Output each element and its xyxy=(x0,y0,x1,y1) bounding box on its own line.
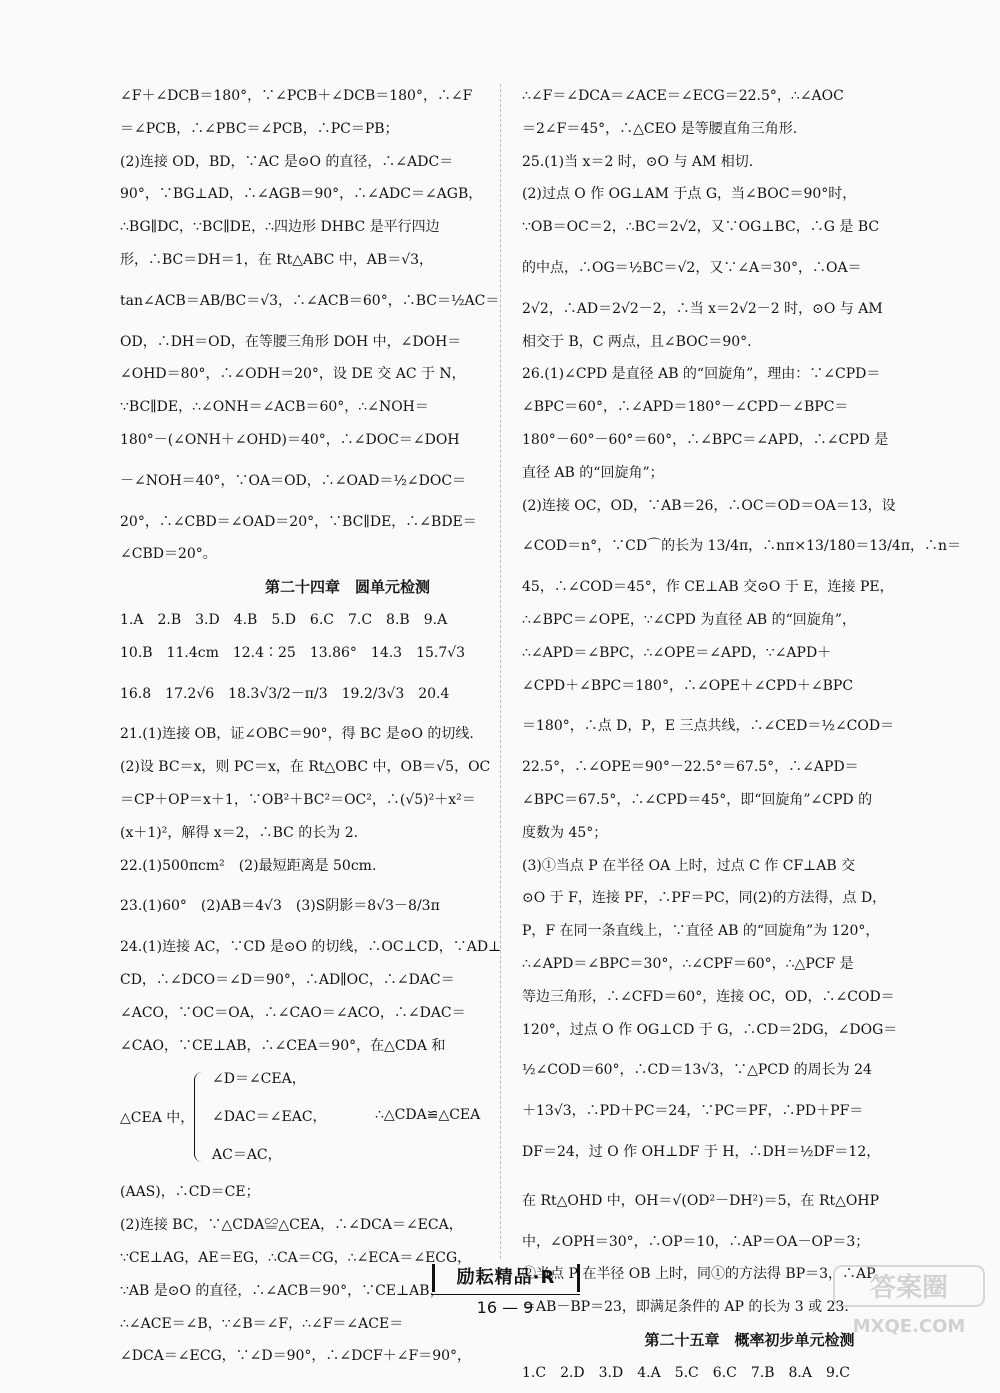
page-number: 16 — 9 xyxy=(476,1298,534,1317)
congruence-brace-block xyxy=(120,1066,575,1172)
text-line: 22.(1)500πcm² (2)最短距离是 50cm. xyxy=(120,857,377,874)
text-line: ∴BG∥DC，∵BC∥DE，∴四边形 DHBC 是平行四边 xyxy=(120,219,440,236)
text-line: (3)①当点 P 在半径 OA 上时，过点 C 作 CF⊥AB 交 xyxy=(522,857,856,874)
text-line: ＝2∠F＝45°，∴△CEO 是等腰直角三角形. xyxy=(522,120,798,137)
text-line: ∠BPC＝67.5°，∴∠CPD＝45°，即“回旋角”∠CPD 的 xyxy=(522,791,873,808)
text-line: ②当点 P 在半径 OB 上时，同①的方法得 BP＝3，∴AP xyxy=(522,1266,876,1283)
text-line: CD，∴∠DCO＝∠D＝90°，∴AD∥OC，∴∠DAC＝ xyxy=(120,971,455,988)
text-line: 120°，过点 O 作 OG⊥CD 于 G，∴CD＝2DG，∠DOG＝ xyxy=(522,1021,898,1038)
text-line: ∵BC∥DE，∴∠ONH＝∠ACB＝60°，∴∠NOH＝ xyxy=(120,399,429,416)
text-line: 25.(1)当 x＝2 时，⊙O 与 AM 相切. xyxy=(522,153,754,170)
text-line: ∵OB＝OC＝2，∴BC＝2√2，又∵OG⊥BC，∴G 是 BC xyxy=(522,219,880,236)
text-line: 在 Rt△OHD 中，OH＝√(OD²－DH²)＝5，在 Rt△OHP xyxy=(522,1192,880,1209)
text-line: (2)连接 BC，∵△CDA≌△CEA，∴∠DCA＝∠ECA， xyxy=(120,1217,463,1234)
watermark-logo xyxy=(830,1262,990,1342)
text-line: ∠CAO，∵CE⊥AB，∴∠CEA＝90°，在△CDA 和 xyxy=(120,1037,446,1054)
text-line: ½∠COD＝60°，∴CD＝13√3，∵△PCD 的周长为 24 xyxy=(522,1062,872,1079)
text-line: OD，∴DH＝OD，在等腰三角形 DOH 中，∠DOH＝ xyxy=(120,333,462,350)
text-line: 90°，∵BG⊥AD，∴∠AGB＝90°，∴∠ADC＝∠AGB， xyxy=(120,186,483,203)
text-line: 1.A 2.B 3.D 4.B 5.D 6.C 7.C 8.B 9.A xyxy=(120,611,448,628)
text-line: ∴∠APD＝∠BPC，∴∠OPE＝∠APD，∵∠APD＋ xyxy=(522,644,832,661)
brace-prefix: △CEA 中， xyxy=(120,1110,195,1127)
text-line: ∴∠APD＝∠BPC＝30°，∴∠CPF＝60°，∴△PCF 是 xyxy=(522,955,854,972)
text-line: ∠COD＝n°，∵CD⌒的长为 13/4π，∴nπ×13/180＝13/4π，∴n＝ xyxy=(522,538,962,555)
text-line: ∴∠F＝∠DCA＝∠ACE＝∠ECG＝22.5°，∴∠AOC xyxy=(522,88,844,104)
text-line: 中，∠OPH＝30°，∴OP＝10，∴AP＝OA－OP＝3； xyxy=(522,1233,870,1250)
text-line: P，F 在同一条直线上，∵直径 AB 的“回旋角”为 120°， xyxy=(522,923,880,940)
text-line: 2√2，∴AD＝2√2－2，∴当 x＝2√2－2 时，⊙O 与 AM xyxy=(522,300,883,317)
watermark-text-top: 答案圈 xyxy=(869,1273,949,1303)
text-line: ＝∠PCB，∴∠PBC＝∠PCB，∴PC＝PB； xyxy=(120,120,399,137)
brace-conclusion: ∴△CDA≌△CEA xyxy=(375,1107,481,1124)
watermark-text-bottom: MXQE.COM xyxy=(852,1316,966,1337)
text-line: ＝CP＋OP＝x＋1，∵OB²＋BC²＝OC²，∴(√5)²＋x²＝ xyxy=(120,791,476,808)
text-line: ∠CBD＝20°。 xyxy=(120,546,217,563)
text-line: 180°－(∠ONH＋∠OHD)＝40°，∴∠DOC＝∠DOH xyxy=(120,431,460,448)
text-line: 直径 AB 的“回旋角”； xyxy=(522,464,664,481)
text-line: 24.(1)连接 AC，∵CD 是⊙O 的切线，∴OC⊥CD，∵AD⊥ xyxy=(120,939,502,956)
text-line: 23.(1)60° (2)AB＝4√3 (3)S阴影＝8√3－8/3π xyxy=(120,898,440,915)
text-line: －∠NOH＝40°，∵OA＝OD，∴∠OAD＝½∠DOC＝ xyxy=(120,472,467,489)
column-divider xyxy=(500,84,501,1259)
text-line: (AAS)，∴CD＝CE； xyxy=(120,1184,260,1201)
text-line: 20°，∴∠CBD＝∠OAD＝20°，∵BC∥DE，∴∠BDE＝ xyxy=(120,513,477,530)
text-line: (2)过点 O 作 OG⊥AM 于点 G，当∠BOC＝90°时， xyxy=(522,186,857,203)
right-column xyxy=(522,84,977,1393)
text-line: tan∠ACB＝AB/BC＝√3，∴∠ACB＝60°，∴BC＝½AC＝ xyxy=(120,292,500,309)
text-line: 16.8 17.2√6 18.3√3/2－π/3 19.2/3√3 20.4 xyxy=(120,685,450,702)
text-line: 等边三角形，∴∠CFD＝60°，连接 OC，OD，∴∠COD＝ xyxy=(522,988,895,1005)
text-line: 的中点，∴OG＝½BC＝√2，又∵∠A＝30°，∴OA＝ xyxy=(522,259,862,276)
text-line: 形，∴BC＝DH＝1，在 Rt△ABC 中，AB＝√3， xyxy=(120,251,434,268)
brand-logo: 励耘精品·R xyxy=(432,1264,580,1292)
text-line: 22.5°，∴∠OPE＝90°－22.5°＝67.5°，∴∠APD＝ xyxy=(522,759,859,776)
text-line: ∴∠BPC＝∠OPE，∵∠CPD 为直径 AB 的“回旋角”， xyxy=(522,611,856,628)
text-line: ∠OHD＝80°，∴∠ODH＝20°，设 DE 交 AC 于 N， xyxy=(120,366,466,383)
text-line: ∠DCA＝∠ECG，∵∠D＝90°，∴∠DCF＋∠F＝90°， xyxy=(120,1348,472,1365)
text-line: (x＋1)²，解得 x＝2，∴BC 的长为 2. xyxy=(120,824,359,841)
text-line: ∵CE⊥AG，AE＝EG，∴CA＝CG，∴∠ECA＝∠ECG， xyxy=(120,1249,472,1266)
text-line: 第二十五章 概率初步单元检测 xyxy=(644,1330,855,1349)
brace-case: ∠DAC＝∠EAC， xyxy=(212,1109,327,1126)
text-line: ∠CPD＋∠BPC＝180°，∴∠OPE＋∠CPD＋∠BPC xyxy=(522,677,854,694)
text-line: ⊙O 于 F，连接 PF，∴PF＝PC，同(2)的方法得，点 D， xyxy=(522,890,887,907)
text-line: 1.C 2.D 3.D 4.A 5.C 6.C 7.B 8.A 9.C xyxy=(522,1364,851,1381)
brace-case: ∠D＝∠CEA， xyxy=(212,1071,306,1088)
text-line: 21.(1)连接 OB，证∠OBC＝90°，得 BC 是⊙O 的切线. xyxy=(120,726,474,743)
left-column xyxy=(120,84,575,1377)
text-line: 10.B 11.4cm 12.4∶25 13.86° 14.3 15.7√3 xyxy=(120,644,466,661)
text-line: 度数为 45°； xyxy=(522,824,608,841)
brace-icon xyxy=(194,1072,205,1162)
text-line: ∠F＋∠DCB＝180°，∵∠PCB＋∠DCB＝180°，∴∠F xyxy=(120,88,473,104)
text-line: ∵AB 是⊙O 的直径，∴∠ACB＝90°，∵CE⊥AB， xyxy=(120,1282,444,1299)
text-line: (2)连接 OC，OD，∵AB＝26，∴OC＝OD＝OA＝13，设 xyxy=(522,497,896,514)
text-line: ＋13√3，∴PD＋PC＝24，∵PC＝PF，∴PD＋PF＝ xyxy=(522,1103,864,1120)
text-line: 相交于 B，C 两点，且∠BOC＝90°. xyxy=(522,333,752,350)
text-line: ∴∠ACE＝∠B，∵∠B＝∠F，∴∠F＝∠ACE＝ xyxy=(120,1315,404,1332)
text-line: ＝180°，∴点 D，P，E 三点共线，∴∠CED＝½∠COD＝ xyxy=(522,718,895,735)
text-line: (2)设 BC＝x，则 PC＝x，在 Rt△OBC 中，OB＝√5，OC xyxy=(120,759,491,776)
text-line: ∠BPC＝60°，∴∠APD＝180°－∠CPD－∠BPC＝ xyxy=(522,399,849,416)
text-line: 180°－60°－60°＝60°，∴∠BPC＝∠APD，∴∠CPD 是 xyxy=(522,431,889,448)
text-line: DF＝24，过 O 作 OH⊥DF 于 H，∴DH＝½DF＝12， xyxy=(522,1143,881,1160)
text-line: ∠ACO，∵OC＝OA，∴∠CAO＝∠ACO，∴∠DAC＝ xyxy=(120,1004,466,1021)
text-line: ＝AB－BP＝23，即满足条件的 AP 的长为 3 或 23. xyxy=(522,1299,849,1316)
brand-underline xyxy=(432,1294,580,1295)
text-line: 第二十四章 圆单元检测 xyxy=(264,578,430,597)
text-line: 45，∴∠COD＝45°，作 CE⊥AB 交⊙O 于 E，连接 PE， xyxy=(522,579,894,596)
brace-case: AC＝AC， xyxy=(212,1147,282,1164)
text-line: 26.(1)∠CPD 是直径 AB 的“回旋角”，理由：∵∠CPD＝ xyxy=(522,366,881,383)
text-line: (2)连接 OD，BD，∵AC 是⊙O 的直径，∴∠ADC＝ xyxy=(120,153,454,170)
